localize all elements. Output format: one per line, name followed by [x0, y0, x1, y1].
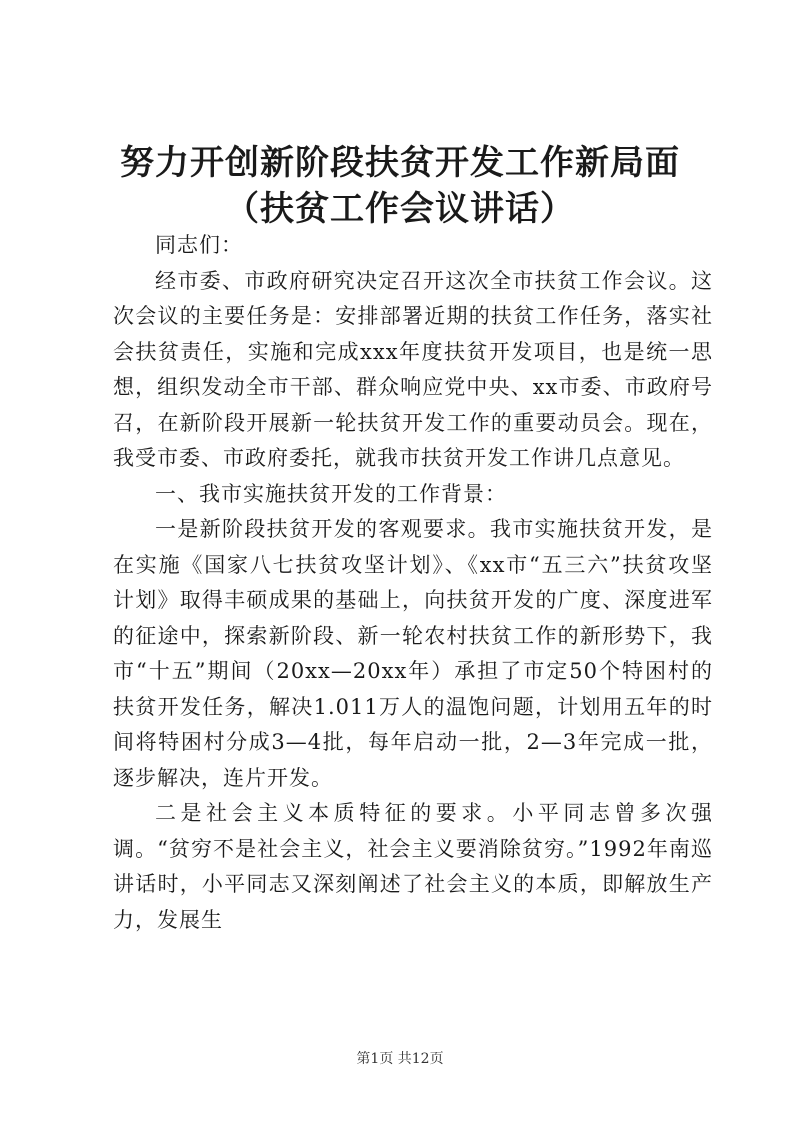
salutation-paragraph: 同志们： — [155, 233, 243, 257]
body-paragraph: 经市委、市政府研究决定召开这次全市扶贫工作会议。这次会议的主要任务是：安排部署近期的扶贫工作任务，落实社会扶贫责任，实施和完成xxx年度扶贫开发项目，也是统一思想，组织发动全市干部、群众响应党中央、xx市委、市政府号召，在新阶段开展新一轮扶贫开发工作的重要动员会。现在，我受市委、市政府委托，就我市扶贫开发工作讲几点意见。 — [113, 268, 713, 470]
document-body — [113, 228, 713, 938]
body-paragraph: 一是新阶段扶贫开发的客观要求。我市实施扶贫开发，是在实施《国家八七扶贫攻坚计划》、《xx市“五三六”扶贫攻坚计划》取得丰硕成果的基础上，向扶贫开发的广度、深度进军的征途中，探索新阶段、新一轮农村扶贫工作的新形势下，我市“十五”期间（20xx—20xx年）承担了市定50个特困村的扶贫开发任务，解决1.011万人的温饱问题，计划用五年的时间将特困村分成3—4批，每年启动一批，2—3年完成一批，逐步解决，连片开发。 — [113, 517, 713, 790]
body-paragraph: 二是社会主义本质特征的要求。小平同志曾多次强调。“贫穷不是社会主义，社会主义要消除贫穷。”1992年南巡讲话时，小平同志又深刻阐述了社会主义的本质，即解放生产力，发展生 — [113, 801, 713, 932]
page-number-footer: 第1页 共12页 — [356, 1051, 444, 1067]
document-title: 努力开创新阶段扶贫开发工作新局面（扶贫工作会议讲话） — [120, 143, 680, 229]
section-heading: 一、我市实施扶贫开发的工作背景： — [155, 481, 507, 506]
